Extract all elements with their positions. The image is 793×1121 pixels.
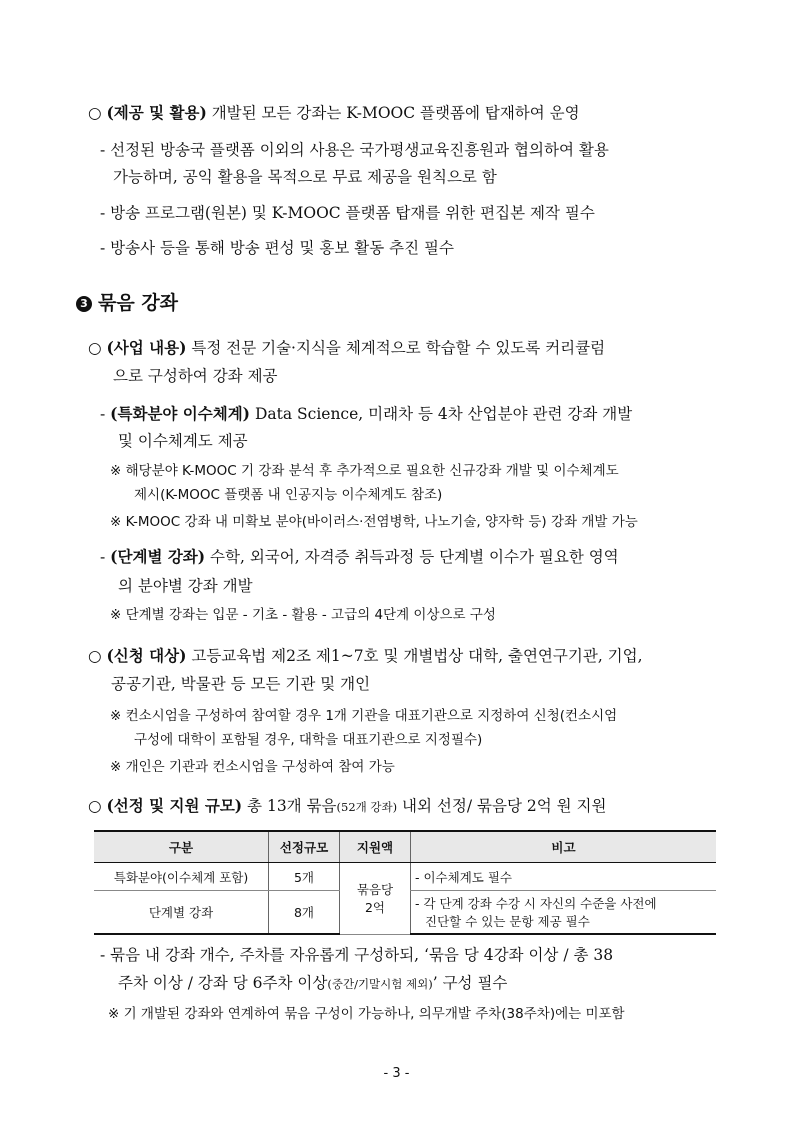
amount-line: 2억 bbox=[364, 900, 386, 916]
item-text: 고등교육법 제2조 제1~7호 및 개별법상 대학, 출연연구기관, 기업, bbox=[186, 647, 643, 665]
bullet-mark: ○ bbox=[88, 647, 107, 665]
table-cell: 5개 bbox=[269, 863, 340, 891]
page-number: - 3 - bbox=[383, 1066, 410, 1081]
amount-line: 묶음당 bbox=[356, 882, 394, 898]
detail-line: - 묶음 내 강좌 개수, 주차를 자유롭게 구성하되, ‘묶음 당 4강좌 이상 / 총 38 bbox=[100, 946, 614, 964]
note: ※ 컨소시엄을 구성하여 참여할 경우 1개 기관을 대표기관으로 지정하여 신청(컨소시엄 bbox=[110, 708, 618, 724]
item-text: 내외 선정/ 묶음당 2억 원 지원 bbox=[397, 797, 607, 815]
note: ※ 기 개발된 강좌와 연계하여 묶음 구성이 가능하나, 의무개발 주차(38주차)에는 미포함 bbox=[108, 1006, 625, 1022]
section-number: 3 bbox=[76, 296, 92, 312]
bullet-mark: ○ bbox=[88, 339, 107, 357]
item-text-small: (52개 강좌) bbox=[336, 800, 398, 814]
sub-item-specialized: - (특화분야 이수체계) Data Science, 미래차 등 4차 산업분야 관련 강좌 개발 bbox=[100, 404, 633, 423]
table-header-row bbox=[94, 831, 716, 863]
bullet-item-provision bbox=[88, 102, 580, 124]
detail-line: 가능하며, 공익 활용을 목적으로 무료 제공을 원칙으로 함 bbox=[113, 168, 497, 186]
sub-title: (특화분야 이수체계) bbox=[110, 404, 251, 423]
sub-text: Data Science, 미래차 등 4차 산업분야 관련 강좌 개발 bbox=[250, 405, 633, 423]
item-text-cont: 공공기관, 박물관 등 모든 기관 및 개인 bbox=[111, 675, 371, 693]
table-header: 선정규모 bbox=[269, 831, 340, 863]
table-header: 지원액 bbox=[340, 831, 411, 863]
item-text: 개발된 모든 강좌는 K-MOOC 플랫폼에 탑재하여 운영 bbox=[206, 104, 580, 122]
item-text-cont: 으로 구성하여 강좌 제공 bbox=[113, 367, 278, 385]
item-title: (선정 및 지원 규모) bbox=[106, 796, 243, 815]
table-cell: 특화분야(이수체계 포함) bbox=[94, 863, 269, 891]
item-title: (사업 내용) bbox=[106, 338, 187, 357]
bullet-mark: ○ bbox=[88, 104, 107, 122]
bullet-item-eligibility bbox=[88, 645, 643, 667]
detail-line: - 방송 프로그램(원본) 및 K-MOOC 플랫폼 탑재를 위한 편집본 제작 필수 bbox=[100, 204, 595, 222]
sub-title: (단계별 강좌) bbox=[110, 547, 206, 566]
table-row bbox=[94, 863, 716, 891]
sub-text-cont: 및 이수체계도 제공 bbox=[118, 432, 248, 450]
sub-item-stepwise: - (단계별 강좌) 수학, 외국어, 자격증 취득과정 등 단계별 이수가 필요한 영역 bbox=[100, 547, 619, 566]
section-title: 묶음 강좌 bbox=[98, 292, 179, 314]
detail-line: - 방송사 등을 통해 방송 편성 및 홍보 활동 추진 필수 bbox=[100, 239, 454, 257]
detail-line bbox=[118, 972, 507, 995]
bullet-mark: ○ bbox=[88, 797, 107, 815]
table-cell: 단계별 강좌 bbox=[94, 891, 269, 935]
item-text: 특정 전문 기술·지식을 체계적으로 학습할 수 있도록 커리큘럼 bbox=[186, 339, 606, 357]
detail-line: - 선정된 방송국 플랫폼 이외의 사용은 국가평생교육진흥원과 협의하여 활용 bbox=[100, 141, 609, 159]
bullet-item-scale bbox=[88, 795, 606, 818]
sub-text: 수학, 외국어, 자격증 취득과정 등 단계별 이수가 필요한 영역 bbox=[205, 548, 619, 566]
note-line: - 각 단계 강좌 수강 시 자신의 수준을 사전에 bbox=[415, 896, 657, 911]
detail-text: ’ 구성 필수 bbox=[432, 974, 508, 992]
note: ※ 개인은 기관과 컨소시엄을 구성하여 참여 가능 bbox=[110, 759, 395, 775]
note-cont: 제시(K-MOOC 플랫폼 내 인공지능 이수체계도 참조) bbox=[134, 487, 443, 503]
note: ※ K-MOOC 강좌 내 미확보 분야(바이러스·전염병학, 나노기술, 양자학 등) 강좌 개발 가능 bbox=[110, 514, 638, 530]
support-table bbox=[94, 830, 716, 935]
table-cell bbox=[411, 891, 717, 935]
item-title: (신청 대상) bbox=[106, 646, 187, 665]
table-cell-amount bbox=[340, 863, 411, 935]
item-title: (제공 및 활용) bbox=[106, 103, 207, 122]
table-header: 구분 bbox=[94, 831, 269, 863]
table-header: 비고 bbox=[411, 831, 717, 863]
note: ※ 단계별 강좌는 입문 - 기초 - 활용 - 고급의 4단계 이상으로 구성 bbox=[110, 607, 496, 623]
table-cell: - 이수체계도 필수 bbox=[411, 863, 717, 891]
sub-text-cont: 의 분야별 강좌 개발 bbox=[118, 577, 253, 595]
table-cell: 8개 bbox=[269, 891, 340, 935]
note-line: 진단할 수 있는 문항 제공 필수 bbox=[425, 914, 590, 929]
item-text: 총 13개 묶음 bbox=[242, 797, 337, 815]
note: ※ 해당분야 K-MOOC 기 강좌 분석 후 추가적으로 필요한 신규강좌 개발 및 이수체계도 bbox=[110, 463, 619, 479]
detail-text-small: (중간/기말시험 제외) bbox=[327, 977, 433, 991]
section-heading bbox=[76, 292, 178, 314]
note-cont: 구성에 대학이 포함될 경우, 대학을 대표기관으로 지정필수) bbox=[134, 732, 483, 748]
bullet-item-business bbox=[88, 337, 605, 359]
detail-text: 주차 이상 / 강좌 당 6주차 이상 bbox=[118, 974, 328, 992]
